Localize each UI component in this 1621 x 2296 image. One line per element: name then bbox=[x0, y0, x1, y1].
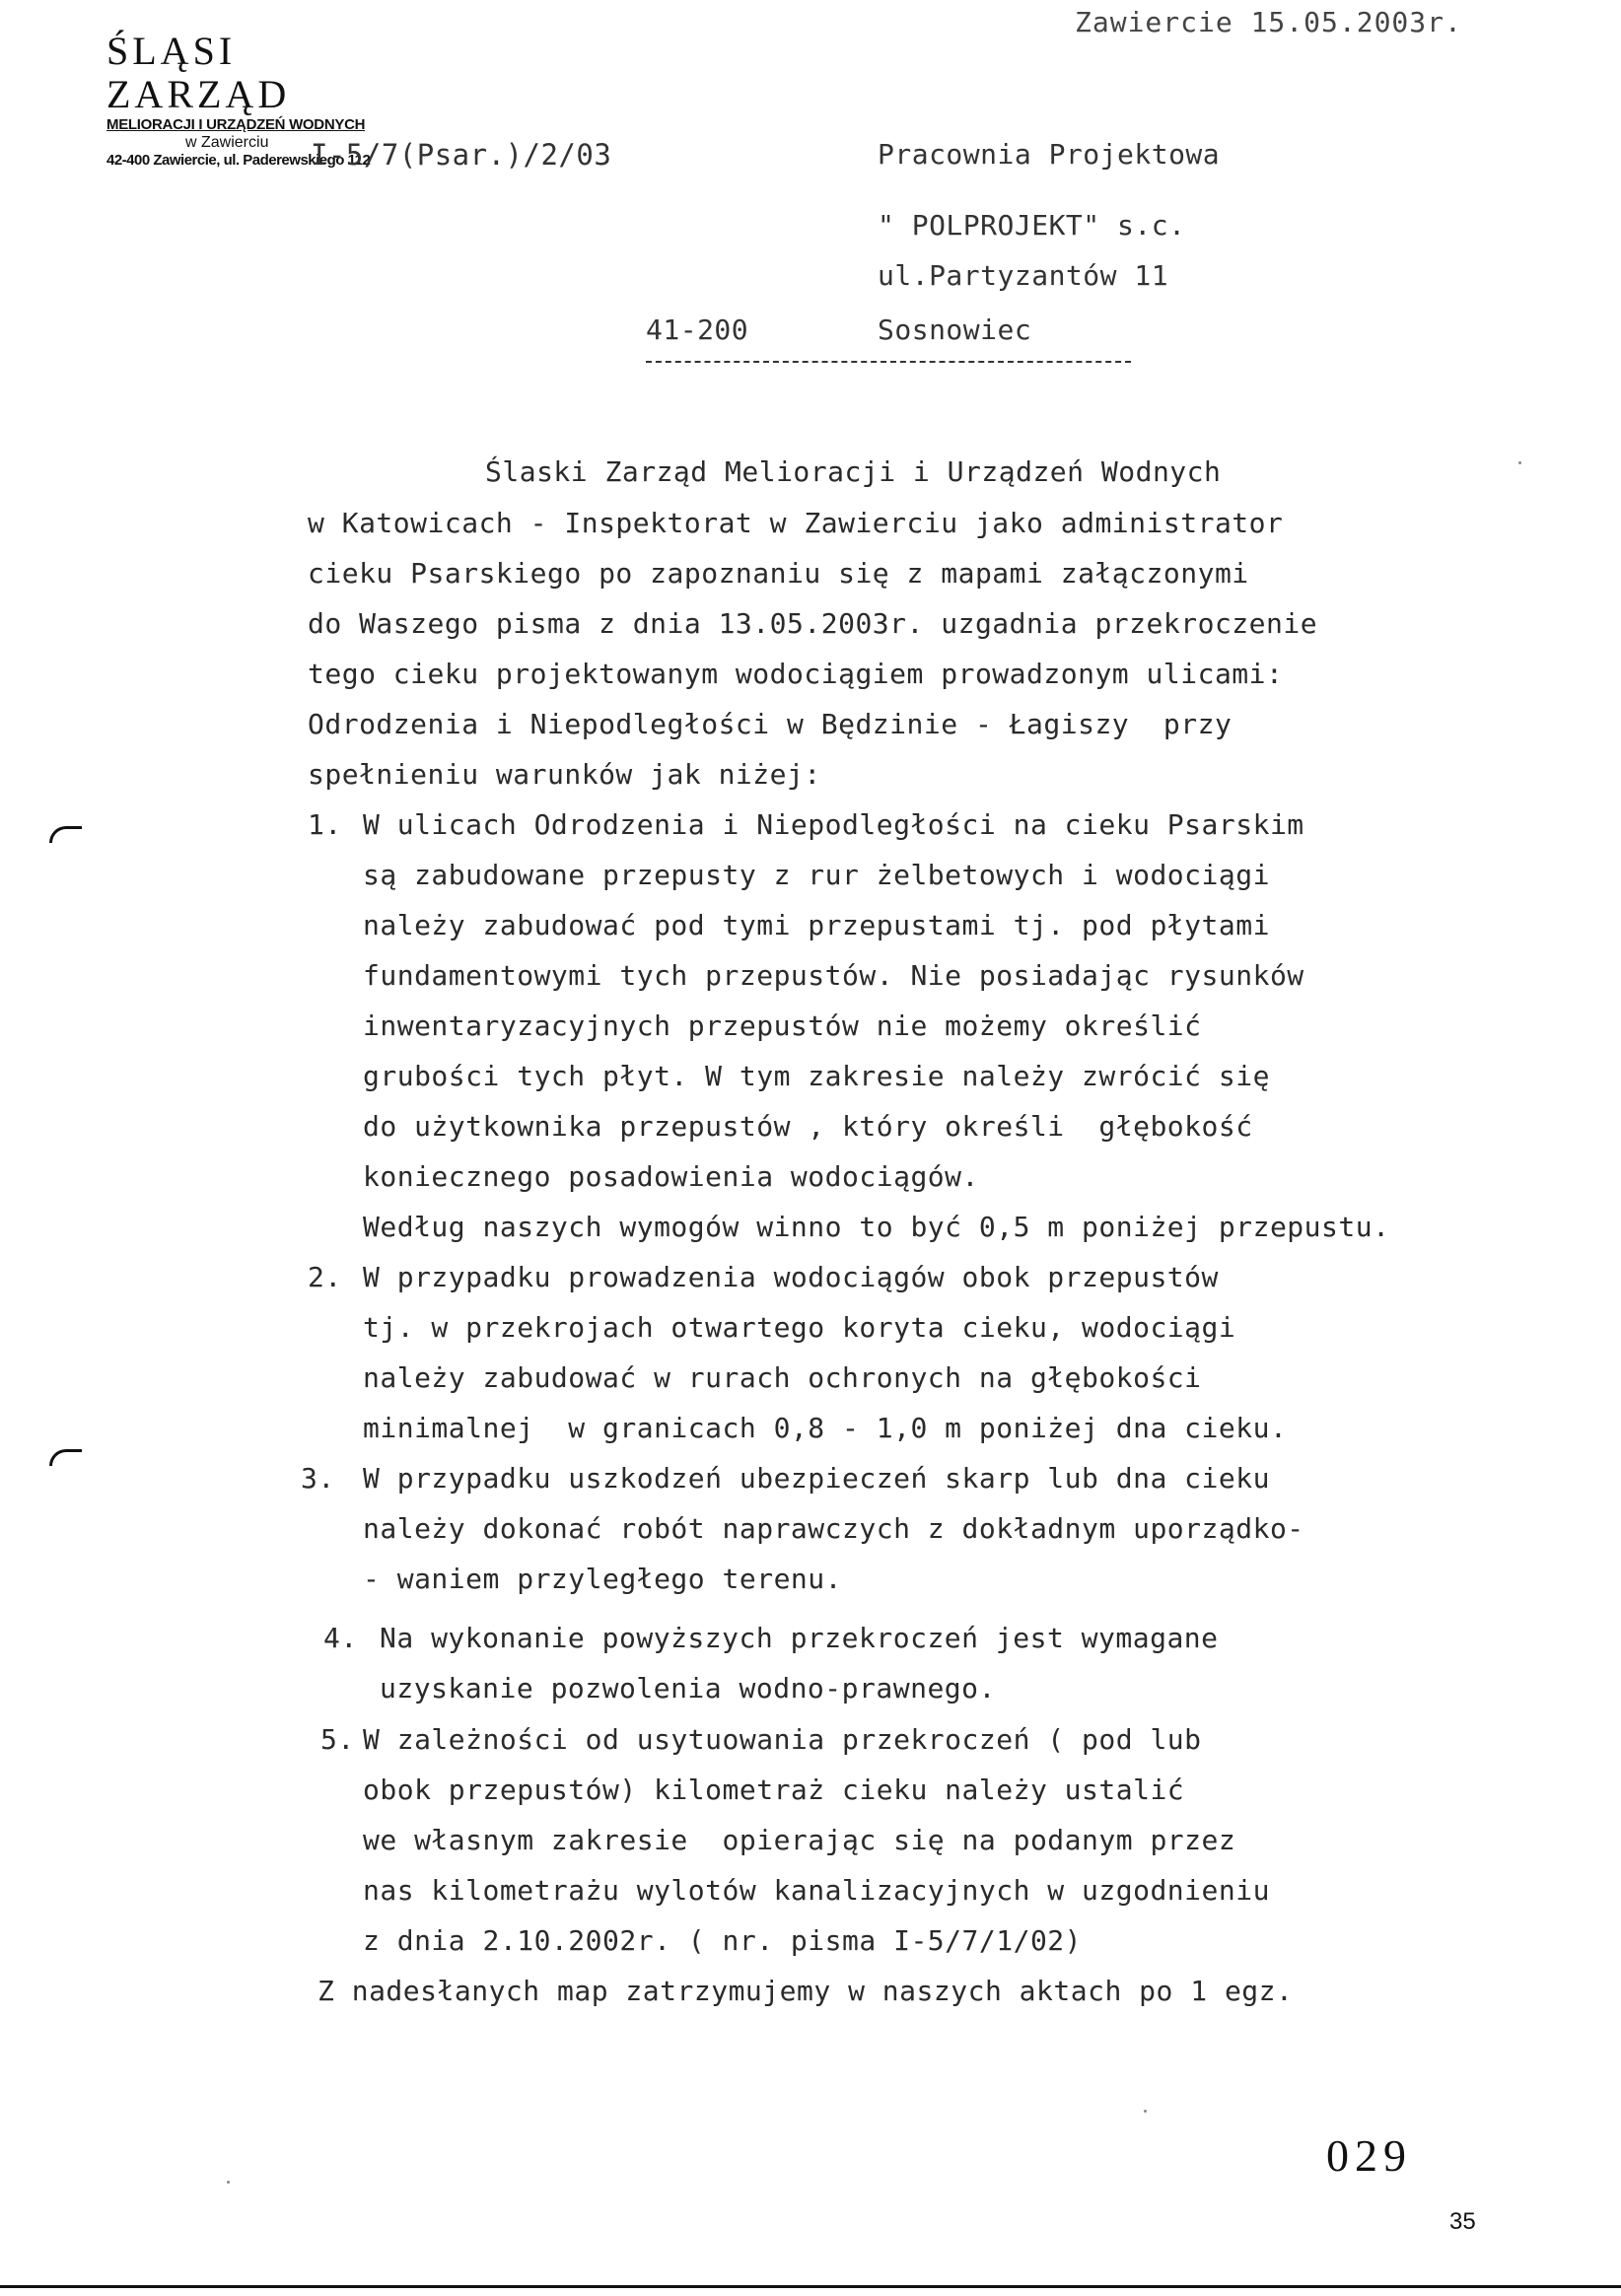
intro-line: spełnieniu warunków jak niżej: bbox=[308, 758, 821, 791]
item-line: W ulicach Odrodzenia i Niepodległości na cieku Psarskim bbox=[363, 808, 1304, 841]
item-line: fundamentowymi tych przepustów. Nie posiadając rysunków bbox=[363, 959, 1304, 992]
intro-line: w Katowicach - Inspektorat w Zawierciu jako administrator bbox=[308, 507, 1284, 539]
item-line: do użytkownika przepustów , który określi głębokość bbox=[363, 1110, 1253, 1143]
item-line: tj. w przekrojach otwartego koryta cieku, wodociągi bbox=[363, 1311, 1236, 1344]
intro-line: Ślaski Zarząd Melioracji i Urządzeń Wodnych bbox=[485, 455, 1222, 488]
intro-line: tego cieku projektowanym wodociągiem prowadzonym ulicami: bbox=[308, 658, 1284, 690]
recipient-line-1: Pracownia Projektowa bbox=[878, 138, 1221, 171]
scan-speck bbox=[1518, 461, 1521, 464]
item-line: minimalnej w granicach 0,8 - 1,0 m poniżej dna cieku. bbox=[363, 1412, 1288, 1444]
address-underline bbox=[646, 361, 1131, 363]
scan-speck bbox=[227, 2181, 230, 2184]
recipient-city: Sosnowiec bbox=[878, 313, 1032, 346]
item-line: są zabudowane przepusty z rur żelbetowych i wodociągi bbox=[363, 859, 1270, 891]
closing-line: Z nadesłanych map zatrzymujemy w naszych aktach po 1 egz. bbox=[317, 1975, 1294, 2007]
item-line: należy zabudować w rurach ochronych na głębokości bbox=[363, 1361, 1202, 1394]
item-line: uzyskanie pozwolenia wodno-prawnego. bbox=[380, 1672, 996, 1705]
recipient-line-2: " POLPROJEKT" s.c. bbox=[878, 209, 1186, 242]
item-line: nas kilometrażu wylotów kanalizacyjnych w uzgodnieniu bbox=[363, 1874, 1270, 1907]
item-line: - waniem przyległego terenu. bbox=[363, 1563, 843, 1595]
page-number: 029 bbox=[1326, 2130, 1412, 2181]
recipient-line-3: ul.Partyzantów 11 bbox=[878, 259, 1169, 292]
letter-date: Zawiercie 15.05.2003r. bbox=[1075, 6, 1462, 38]
item-line: W zależności od usytuowania przekroczeń ( pod lub bbox=[363, 1723, 1202, 1756]
item-number: 2. bbox=[308, 1261, 342, 1293]
item-line: W przypadku prowadzenia wodociągów obok przepustów bbox=[363, 1261, 1219, 1293]
recipient-postal-code: 41-200 bbox=[646, 313, 749, 346]
item-line: Według naszych wymogów winno to być 0,5 m poniżej przepustu. bbox=[363, 1211, 1390, 1243]
item-line: we własnym zakresie opierając się na podanym przez bbox=[363, 1824, 1236, 1856]
item-number: 4. bbox=[323, 1622, 358, 1654]
scan-speck bbox=[1144, 2110, 1147, 2113]
margin-hook-mark bbox=[49, 826, 82, 843]
item-line: Na wykonanie powyższych przekroczeń jest wymagane bbox=[380, 1622, 1219, 1654]
stamp-line-4: 42-400 Zawiercie, ul. Paderewskiego 112 bbox=[106, 152, 371, 169]
item-line: W przypadku uszkodzeń ubezpieczeń skarp lub dna cieku bbox=[363, 1462, 1270, 1495]
stamp-line-2: MELIORACJI I URZĄDZEŃ WODNYCH bbox=[106, 116, 366, 133]
intro-line: do Waszego pisma z dnia 13.05.2003r. uzgadnia przekroczenie bbox=[308, 607, 1318, 640]
folio-number: 35 bbox=[1449, 2208, 1476, 2235]
intro-line: cieku Psarskiego po zapoznaniu się z mapami załączonymi bbox=[308, 557, 1249, 590]
item-line: grubości tych płyt. W tym zakresie należy zwrócić się bbox=[363, 1060, 1270, 1092]
stamp-line-1: ŚLĄSI ZARZĄD bbox=[106, 29, 291, 116]
scan-edge-line bbox=[0, 2285, 1621, 2288]
item-line: z dnia 2.10.2002r. ( nr. pisma I-5/7/1/02) bbox=[363, 1924, 1083, 1957]
stamp-line-3: w Zawierciu bbox=[185, 134, 269, 151]
item-number: 1. bbox=[308, 808, 342, 841]
reference-number: I-5/7(Psar.)/2/03 bbox=[311, 138, 612, 172]
item-line: koniecznego posadowienia wodociągów. bbox=[363, 1160, 979, 1193]
item-line: należy dokonać robót naprawczych z dokładnym uporządko- bbox=[363, 1512, 1304, 1545]
margin-hook-mark bbox=[49, 1449, 82, 1466]
item-line: należy zabudować pod tymi przepustami tj. pod płytami bbox=[363, 909, 1270, 941]
item-line: obok przepustów) kilometraż cieku należy ustalić bbox=[363, 1774, 1185, 1806]
item-number: 3. bbox=[301, 1462, 335, 1495]
intro-line: Odrodzenia i Niepodległości w Będzinie - Łagiszy przy bbox=[308, 708, 1233, 740]
item-number: 5. bbox=[320, 1723, 355, 1756]
item-line: inwentaryzacyjnych przepustów nie możemy określić bbox=[363, 1009, 1202, 1042]
